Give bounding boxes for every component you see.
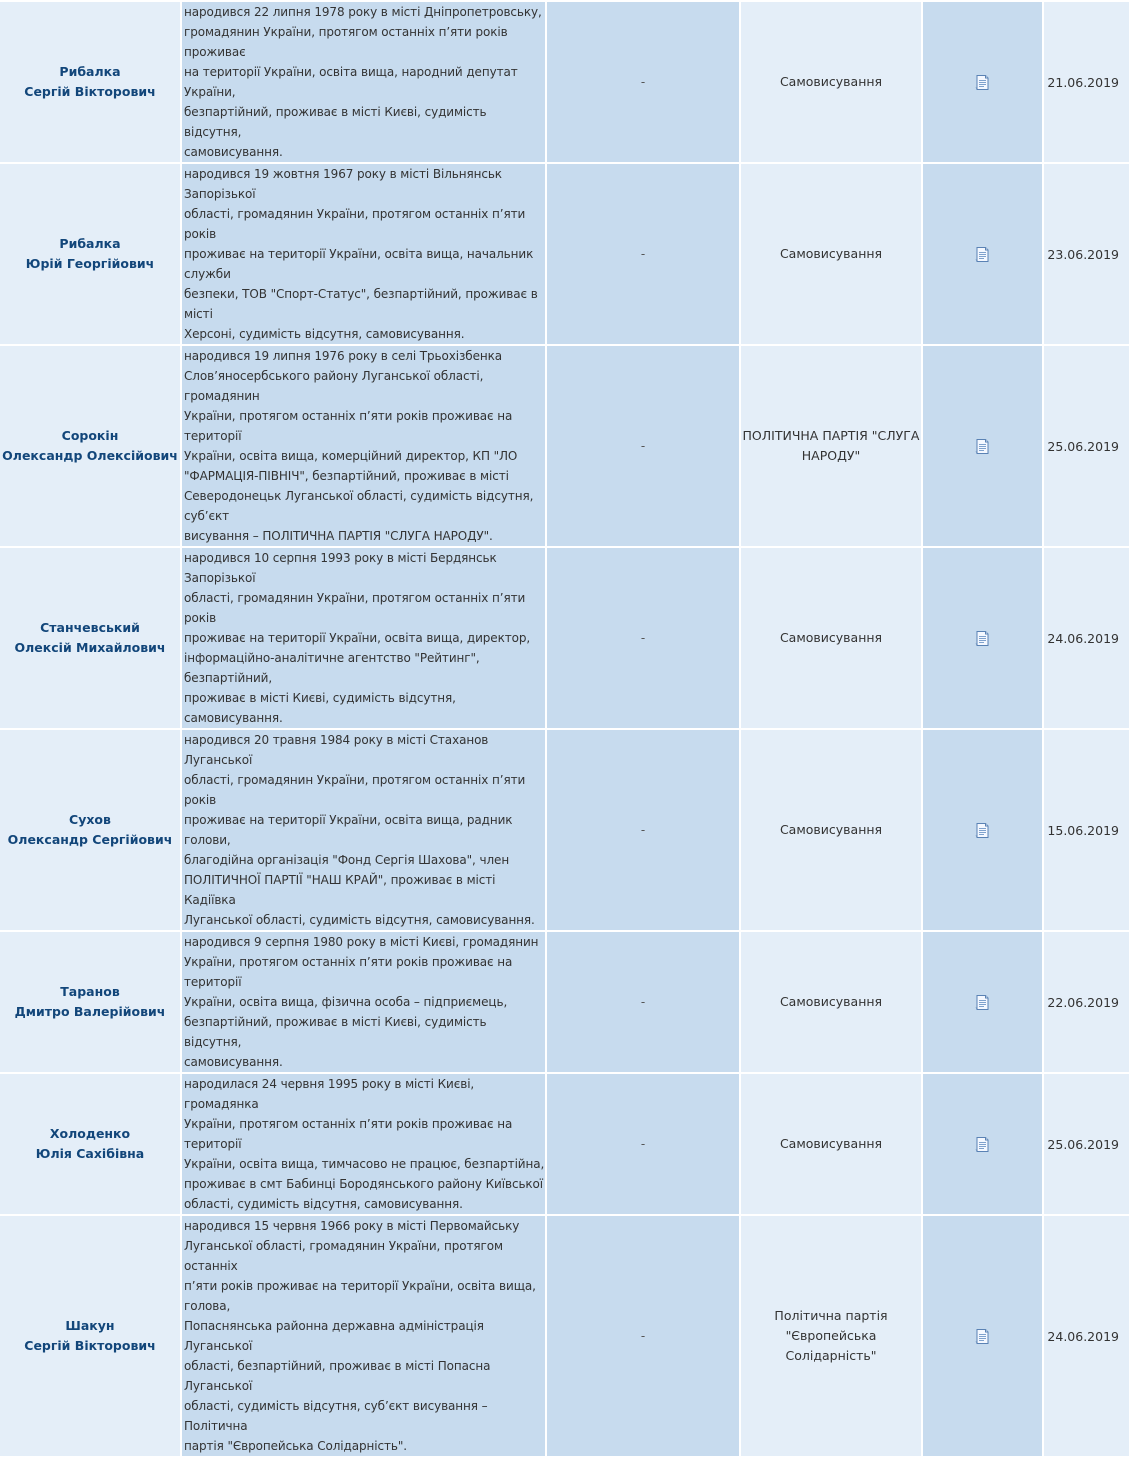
document-icon — [974, 630, 991, 647]
candidate-bio-cell — [182, 2, 545, 162]
candidate-bio-line: області, безпартійний, проживає в місті Попасна Луганської — [184, 1359, 491, 1393]
candidate-bio-line: народилася 24 червня 1995 року в місті Києві, громадянка — [184, 1077, 475, 1111]
candidate-party-cell — [741, 730, 921, 930]
candidate-party-cell — [741, 346, 921, 546]
candidate-bio-line: самовисування. — [184, 1055, 283, 1069]
candidate-bio-line: області, судимість відсутня, суб’єкт висування – Політична — [184, 1399, 488, 1433]
candidate-row — [0, 730, 1129, 930]
candidate-bio-line: народився 15 червня 1966 року в місті Первомайську — [184, 1219, 520, 1233]
candidate-bio-line: України, освіта вища, фізична особа – підприємець, — [184, 995, 508, 1009]
document-link[interactable] — [974, 823, 991, 837]
candidate-dash-cell: - — [547, 1074, 739, 1214]
candidate-bio-line: України, освіта вища, комерційний директор, КП "ЛО — [184, 449, 518, 463]
candidate-surname: Холоденко — [49, 1126, 131, 1141]
candidate-bio-line: проживає на території України, освіта вища, радник голови, — [184, 813, 513, 847]
document-icon — [974, 1136, 991, 1153]
candidate-party-line: Самовисування — [779, 1136, 883, 1151]
candidate-given-name: Дмитро Валерійович — [14, 1004, 166, 1019]
candidate-given-name: Олександр Олексійович — [2, 448, 178, 463]
candidate-row — [0, 1216, 1129, 1456]
candidate-bio-line: області, громадянин України, протягом останніх п’яти років — [184, 773, 526, 807]
candidate-bio-cell — [182, 164, 545, 344]
candidate-surname: Шакун — [65, 1318, 115, 1333]
candidate-row — [0, 548, 1129, 728]
candidate-dash-cell: - — [547, 730, 739, 930]
candidate-document-cell — [923, 730, 1042, 930]
candidate-row — [0, 346, 1129, 546]
candidate-row — [0, 2, 1129, 162]
candidate-document-cell — [923, 346, 1042, 546]
candidate-date-cell: 24.06.2019 — [1044, 1216, 1129, 1456]
candidate-dash-cell: - — [547, 2, 739, 162]
candidate-party-cell — [741, 548, 921, 728]
candidate-name-cell — [0, 730, 180, 930]
candidate-party-line: Самовисування — [779, 630, 883, 645]
candidate-given-name: Юрій Георгійович — [25, 256, 155, 271]
candidate-bio-line: безпартійний, проживає в місті Києві, судимість відсутня, — [184, 1015, 487, 1049]
candidate-bio-line: висування – ПОЛІТИЧНА ПАРТІЯ "СЛУГА НАРОДУ". — [184, 529, 493, 543]
candidate-bio-line: інформаційно-аналітичне агентство "Рейтинг", безпартійний, — [184, 651, 480, 685]
candidate-party-line: Самовисування — [779, 74, 883, 89]
candidate-bio-line: проживає в місті Києві, судимість відсутня, самовисування. — [184, 691, 456, 725]
candidate-bio-cell — [182, 346, 545, 546]
candidate-party-cell — [741, 1074, 921, 1214]
candidate-dash-cell: - — [547, 346, 739, 546]
candidate-row — [0, 164, 1129, 344]
candidate-name-cell — [0, 346, 180, 546]
candidate-given-name: Олександр Сергійович — [7, 832, 173, 847]
candidate-party-cell — [741, 164, 921, 344]
candidate-given-name: Юлія Сахібівна — [35, 1146, 145, 1161]
candidate-bio-line: народився 20 травня 1984 року в місті Стаханов Луганської — [184, 733, 489, 767]
candidate-bio-line: України, протягом останніх п’яти років проживає на території — [184, 955, 513, 989]
candidate-party-line: НАРОДУ" — [801, 448, 861, 463]
candidate-document-cell — [923, 2, 1042, 162]
candidate-document-cell — [923, 1074, 1042, 1214]
document-link[interactable] — [974, 439, 991, 453]
candidate-bio-line: "ФАРМАЦІЯ-ПІВНІЧ", безпартійний, проживає в місті — [184, 469, 509, 483]
candidate-name-cell — [0, 1216, 180, 1456]
candidate-bio-line: України, протягом останніх п’яти років проживає на території — [184, 409, 513, 443]
candidate-party-cell — [741, 1216, 921, 1456]
document-link[interactable] — [974, 247, 991, 261]
candidate-bio-line: України, протягом останніх п’яти років проживає на території — [184, 1117, 513, 1151]
candidate-bio-line: України, освіта вища, тимчасово не працює, безпартійна, — [184, 1157, 545, 1171]
candidate-document-cell — [923, 164, 1042, 344]
candidate-given-name: Сергій Вікторович — [24, 1338, 156, 1353]
candidate-bio-line: благодійна організація "Фонд Сергія Шахова", член — [184, 853, 510, 867]
candidates-table-body — [0, 2, 1129, 1456]
candidate-party-cell — [741, 2, 921, 162]
candidate-bio-cell — [182, 1074, 545, 1214]
candidate-bio-cell — [182, 932, 545, 1072]
candidate-date-cell: 25.06.2019 — [1044, 1074, 1129, 1214]
candidate-date-cell: 22.06.2019 — [1044, 932, 1129, 1072]
candidate-name-cell — [0, 2, 180, 162]
candidate-surname: Сорокін — [61, 428, 119, 443]
candidate-party-line: ПОЛІТИЧНА ПАРТІЯ "СЛУГА — [742, 428, 920, 443]
document-icon — [974, 994, 991, 1011]
candidate-bio-line: самовисування. — [184, 145, 283, 159]
candidate-dash-cell: - — [547, 164, 739, 344]
candidate-bio-line: проживає на території України, освіта вища, директор, — [184, 631, 531, 645]
document-link[interactable] — [974, 995, 991, 1009]
candidate-surname: Рибалка — [59, 64, 121, 79]
candidate-surname: Сухов — [69, 812, 111, 827]
candidate-bio-line: області, судимість відсутня, самовисування. — [184, 1197, 463, 1211]
candidate-bio-line: на території України, освіта вища, народний депутат України, — [184, 65, 518, 99]
candidate-date-cell: 23.06.2019 — [1044, 164, 1129, 344]
candidate-party-line: Самовисування — [779, 994, 883, 1009]
candidate-bio-line: ПОЛІТИЧНОЇ ПАРТІЇ "НАШ КРАЙ", проживає в місті Кадіївка — [184, 873, 496, 907]
candidate-given-name: Олексій Михайлович — [14, 640, 166, 655]
candidate-given-name: Сергій Вікторович — [24, 84, 156, 99]
candidate-row — [0, 932, 1129, 1072]
candidate-bio-line: Херсоні, судимість відсутня, самовисування. — [184, 327, 465, 341]
candidate-bio-line: Луганської області, судимість відсутня, самовисування. — [184, 913, 535, 927]
candidate-bio-cell — [182, 1216, 545, 1456]
candidate-bio-cell — [182, 548, 545, 728]
candidate-bio-line: Попаснянська районна державна адміністрація Луганської — [184, 1319, 484, 1353]
candidate-bio-line: партія "Європейська Солідарність". — [184, 1439, 407, 1453]
candidate-bio-line: громадянин України, протягом останніх п’яти років проживає — [184, 25, 508, 59]
candidate-bio-line: проживає в смт Бабинці Бородянського району Київської — [184, 1177, 544, 1191]
candidate-row — [0, 1074, 1129, 1214]
candidate-date-cell: 15.06.2019 — [1044, 730, 1129, 930]
document-icon — [974, 246, 991, 263]
candidate-date-cell: 24.06.2019 — [1044, 548, 1129, 728]
candidate-bio-line: п’яти років проживає на території України, освіта вища, голова, — [184, 1279, 536, 1313]
candidate-party-line: Самовисування — [779, 822, 883, 837]
document-link[interactable] — [974, 631, 991, 645]
candidate-bio-line: народився 19 липня 1976 року в селі Трьохізбенка — [184, 349, 503, 363]
candidate-dash-cell: - — [547, 932, 739, 1072]
candidate-document-cell — [923, 932, 1042, 1072]
candidate-name-cell — [0, 164, 180, 344]
candidate-name-cell — [0, 548, 180, 728]
document-link[interactable] — [974, 1137, 991, 1151]
candidate-bio-line: народився 9 серпня 1980 року в місті Києві, громадянин — [184, 935, 539, 949]
document-link[interactable] — [974, 1329, 991, 1343]
candidate-bio-line: безпартійний, проживає в місті Києві, судимість відсутня, — [184, 105, 487, 139]
candidate-date-cell: 21.06.2019 — [1044, 2, 1129, 162]
candidate-party-line: "Європейська Солідарність" — [785, 1328, 877, 1363]
candidate-bio-cell — [182, 730, 545, 930]
document-icon — [974, 1328, 991, 1345]
candidate-bio-line: проживає на території України, освіта вища, начальник служби — [184, 247, 534, 281]
candidate-party-line: Політична партія — [774, 1308, 888, 1323]
candidate-bio-line: безпеки, ТОВ "Спорт-Статус", безпартійний, проживає в місті — [184, 287, 538, 321]
candidate-surname: Рибалка — [59, 236, 121, 251]
candidate-dash-cell: - — [547, 548, 739, 728]
candidate-bio-line: народився 10 серпня 1993 року в місті Бердянськ Запорізької — [184, 551, 497, 585]
candidate-bio-line: Луганської області, громадянин України, протягом останніх — [184, 1239, 503, 1273]
candidate-surname: Таранов — [60, 984, 120, 999]
candidate-document-cell — [923, 548, 1042, 728]
candidate-surname: Станчевський — [40, 620, 140, 635]
document-icon — [974, 438, 991, 455]
candidate-bio-line: області, громадянин України, протягом останніх п’яти років — [184, 591, 526, 625]
candidate-name-cell — [0, 1074, 180, 1214]
candidate-bio-line: народився 22 липня 1978 року в місті Дніпропетровську, — [184, 5, 542, 19]
candidate-bio-line: народився 19 жовтня 1967 року в місті Вільнянськ Запорізької — [184, 167, 502, 201]
candidate-date-cell: 25.06.2019 — [1044, 346, 1129, 546]
candidate-party-cell — [741, 932, 921, 1072]
candidate-name-cell — [0, 932, 180, 1072]
candidate-document-cell — [923, 1216, 1042, 1456]
candidate-bio-line: області, громадянин України, протягом останніх п’яти років — [184, 207, 526, 241]
candidate-bio-line: Слов’яносербського району Луганської області, громадянин — [184, 369, 484, 403]
candidate-dash-cell: - — [547, 1216, 739, 1456]
document-link[interactable] — [974, 75, 991, 89]
candidate-party-line: Самовисування — [779, 246, 883, 261]
candidate-bio-line: Северодонецьк Луганської області, судимість відсутня, суб’єкт — [184, 489, 534, 523]
document-icon — [974, 822, 991, 839]
document-icon — [974, 74, 991, 91]
